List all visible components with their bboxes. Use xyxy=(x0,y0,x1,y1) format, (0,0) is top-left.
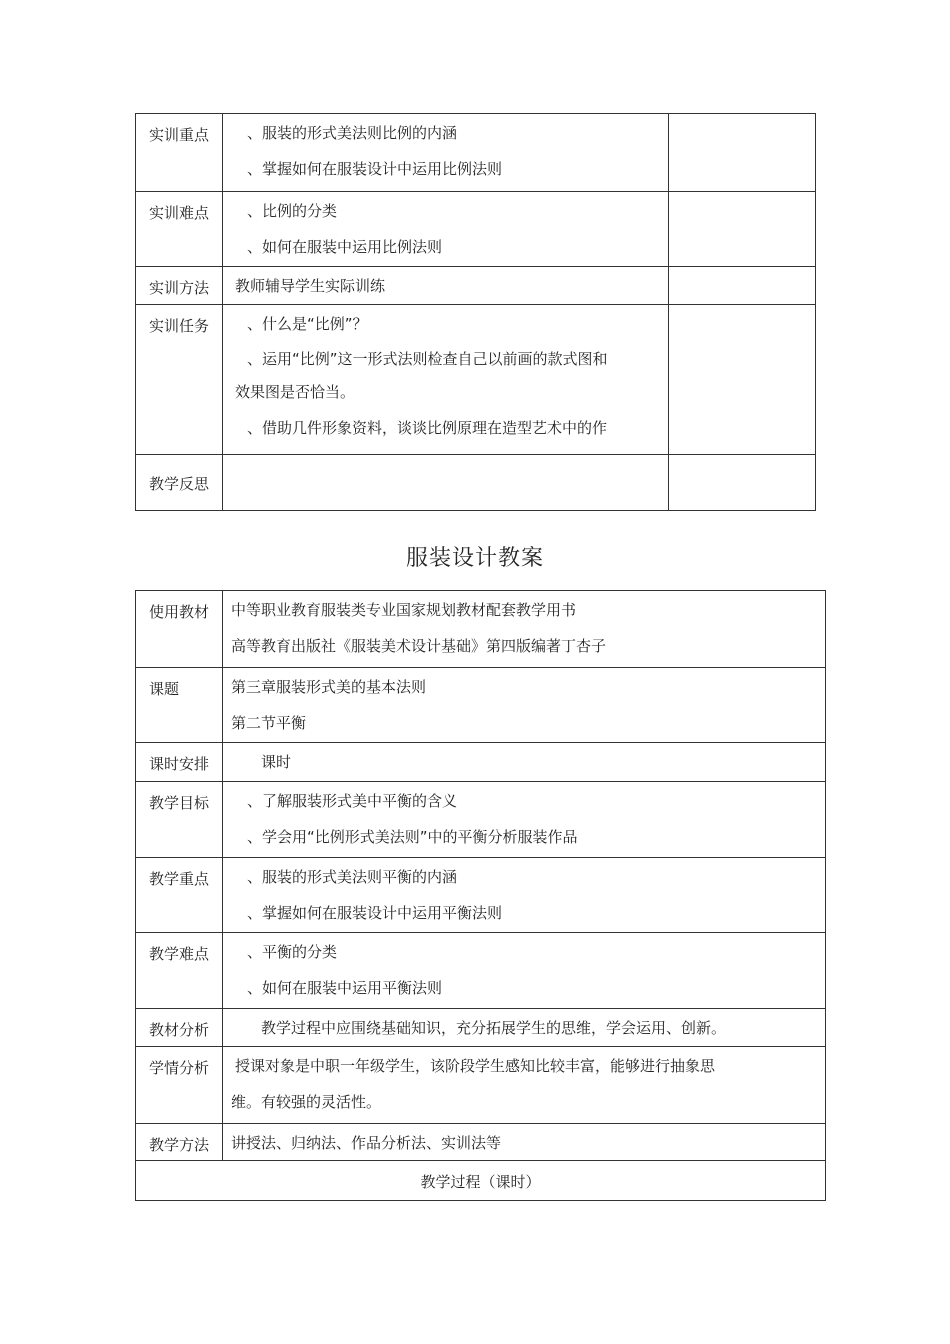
row-label: 教学反思 xyxy=(136,455,223,511)
row-content xyxy=(223,114,669,192)
bottom-lesson-table xyxy=(135,590,826,1201)
content-line: 教学过程中应围绕基础知识，充分拓展学生的思维，学会运用、创新。 xyxy=(261,1019,727,1037)
content-line: 、掌握如何在服装设计中运用比例法则 xyxy=(247,160,503,178)
content-line: 、什么是“比例”？ xyxy=(247,315,368,333)
row-content xyxy=(223,1124,826,1161)
row-label: 实训方法 xyxy=(136,267,223,305)
table-row xyxy=(136,668,826,743)
empty-cell xyxy=(669,305,816,455)
content-line: 课时 xyxy=(261,753,292,771)
table-row xyxy=(136,267,816,305)
table-row xyxy=(136,1124,826,1161)
content-line: 、学会用“比例形式美法则”中的平衡分析服装作品 xyxy=(247,828,578,846)
table-row xyxy=(136,858,826,933)
row-content xyxy=(223,668,826,743)
content-line: 第二节平衡 xyxy=(231,714,307,732)
row-label: 实训任务 xyxy=(136,305,223,455)
row-content xyxy=(223,1009,826,1047)
content-line: 中等职业教育服装类专业国家规划教材配套教学用书 xyxy=(231,601,577,619)
row-content xyxy=(223,782,826,858)
content-line: 效果图是否恰当。 xyxy=(235,383,356,401)
section-header: 教学过程（课时） xyxy=(136,1161,826,1201)
content-line: 讲授法、归纳法、作品分析法、实训法等 xyxy=(231,1134,502,1152)
content-line: 、如何在服装中运用比例法则 xyxy=(247,238,443,256)
table-row xyxy=(136,1009,826,1047)
content-line: 、了解服装形式美中平衡的含义 xyxy=(247,792,458,810)
empty-cell xyxy=(669,455,816,511)
content-line: 第三章服装形式美的基本法则 xyxy=(231,678,427,696)
row-content xyxy=(223,267,669,305)
empty-cell xyxy=(669,114,816,192)
table-row xyxy=(136,591,826,668)
row-label: 教学重点 xyxy=(136,858,223,933)
table-row xyxy=(136,933,826,1009)
content-line: 、服装的形式美法则平衡的内涵 xyxy=(247,868,458,886)
content-line: 、借助几件形象资料，谈谈比例原理在造型艺术中的作 xyxy=(247,419,608,437)
table-row xyxy=(136,743,826,782)
table-row xyxy=(136,1161,826,1201)
page-title: 服装设计教案 xyxy=(405,546,544,571)
row-content xyxy=(223,933,826,1009)
top-lesson-table xyxy=(135,113,816,511)
row-content xyxy=(223,1047,826,1124)
table-row xyxy=(136,782,826,858)
row-content xyxy=(223,858,826,933)
table-row xyxy=(136,1047,826,1124)
content-line: 、比例的分类 xyxy=(247,202,338,220)
row-label: 使用教材 xyxy=(136,591,223,668)
content-line: 、平衡的分类 xyxy=(247,943,338,961)
row-content xyxy=(223,455,669,511)
content-line: 、如何在服装中运用平衡法则 xyxy=(247,979,443,997)
row-content xyxy=(223,305,669,455)
row-content xyxy=(223,192,669,267)
content-line: 授课对象是中职一年级学生，该阶段学生感知比较丰富，能够进行抽象思 xyxy=(235,1057,716,1075)
empty-cell xyxy=(669,267,816,305)
content-line: 教师辅导学生实际训练 xyxy=(235,277,386,295)
content-line: 、服装的形式美法则比例的内涵 xyxy=(247,124,458,142)
empty-cell xyxy=(669,192,816,267)
table-row xyxy=(136,192,816,267)
table-row xyxy=(136,455,816,511)
row-label: 学情分析 xyxy=(136,1047,223,1124)
row-label: 实训难点 xyxy=(136,192,223,267)
content-line: 高等教育出版社《服装美术设计基础》第四版编著丁杏子 xyxy=(231,637,607,655)
row-label: 教学难点 xyxy=(136,933,223,1009)
row-label: 教学方法 xyxy=(136,1124,223,1161)
row-label: 教学目标 xyxy=(136,782,223,858)
content-line: 、掌握如何在服装设计中运用平衡法则 xyxy=(247,904,503,922)
content-line: 、运用“比例”这一形式法则检查自己以前画的款式图和 xyxy=(247,350,608,368)
row-label: 实训重点 xyxy=(136,114,223,192)
row-content xyxy=(223,591,826,668)
table-row xyxy=(136,114,816,192)
row-label: 课题 xyxy=(136,668,223,743)
content-line: 维。有较强的灵活性。 xyxy=(231,1093,382,1111)
table-row xyxy=(136,305,816,455)
row-label: 课时安排 xyxy=(136,743,223,782)
row-content xyxy=(223,743,826,782)
row-label: 教材分析 xyxy=(136,1009,223,1047)
